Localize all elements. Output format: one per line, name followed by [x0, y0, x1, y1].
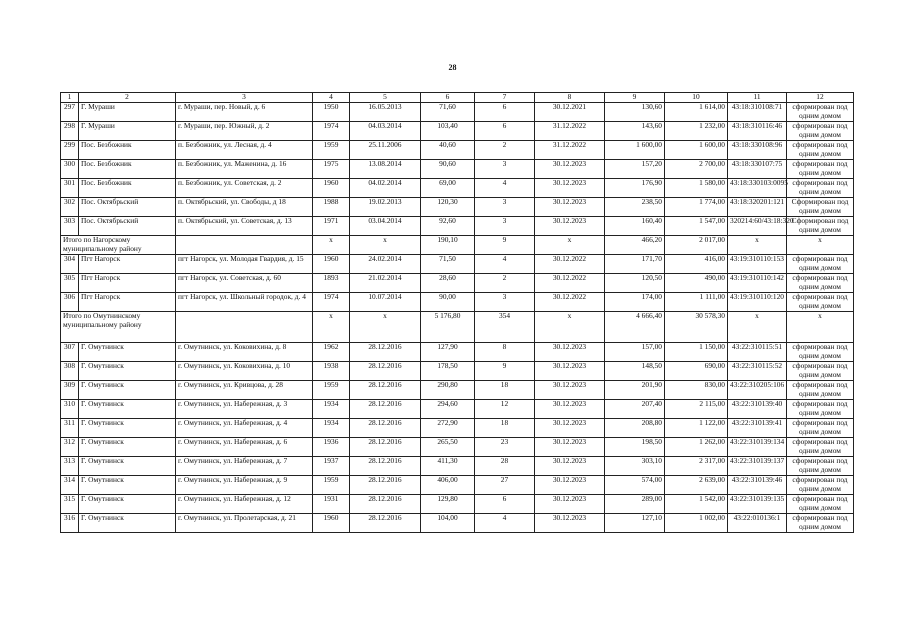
table-cell: 2 700,00: [665, 160, 728, 179]
table-cell: 30.12.2023: [535, 419, 605, 438]
table-cell: 4 666,40: [605, 312, 665, 343]
table-cell: 6: [475, 495, 535, 514]
table-row: [61, 141, 854, 160]
table-cell: 43:22:310139:46: [728, 476, 787, 495]
table-cell: 1936: [313, 438, 350, 457]
table-cell: сформирован под одним домом: [787, 293, 854, 312]
table-cell: г. Омутнинск, ул. Кривцова, д. 28: [176, 381, 313, 400]
table-cell: 1959: [313, 141, 350, 160]
table-cell: Г. Омутнинск: [79, 495, 176, 514]
page-number: 28: [448, 63, 457, 72]
table-header-row: [61, 93, 854, 103]
table-cell: х: [313, 236, 350, 255]
table-cell: 30.12.2023: [535, 381, 605, 400]
table-cell: 6: [475, 103, 535, 122]
table-row: [61, 179, 854, 198]
table-cell: 1893: [313, 274, 350, 293]
table-cell: 28.12.2016: [350, 419, 421, 438]
table-cell: г. Мураши, пер. Южный, д. 2: [176, 122, 313, 141]
table-cell: 16.05.2013: [350, 103, 421, 122]
table-cell: сформирован под одним домом: [787, 514, 854, 533]
table-row: [61, 160, 854, 179]
table-row: [61, 438, 854, 457]
table-cell: Пос. Октябрьский: [79, 217, 176, 236]
table-cell: п. Безбожник, ул. Лесная, д. 4: [176, 141, 313, 160]
table-row: [61, 122, 854, 141]
table-cell: 1931: [313, 495, 350, 514]
table-cell: 289,00: [605, 495, 665, 514]
table-cell: п. Октябрьский, ул. Свободы, д 18: [176, 198, 313, 217]
table-cell: сформирован под одним домом: [787, 160, 854, 179]
table-cell: 574,00: [605, 476, 665, 495]
table-cell: сформирован под одним домом: [787, 476, 854, 495]
table-cell: 301: [61, 179, 79, 198]
table-cell: 40,60: [421, 141, 475, 160]
table-cell: 120,50: [605, 274, 665, 293]
table-cell: Г. Омутнинск: [79, 381, 176, 400]
table-cell: Г. Мураши: [79, 122, 176, 141]
table-cell: г. Омутнинск, ул. Набережная, д. 6: [176, 438, 313, 457]
table-cell: 30.12.2023: [535, 160, 605, 179]
table-cell: Г. Омутнинск: [79, 343, 176, 362]
table-cell: 43:22:010136:1: [728, 514, 787, 533]
column-number: 7: [475, 93, 535, 103]
table-cell: 12: [475, 400, 535, 419]
table-cell: п. Безбожник, ул. Советская, д. 2: [176, 179, 313, 198]
table-cell: 176,90: [605, 179, 665, 198]
table-cell: 1971: [313, 217, 350, 236]
table-cell: сформирован под одним домом: [787, 179, 854, 198]
table-cell: 43:22:310115:52: [728, 362, 787, 381]
table-cell: сформирован под одним домом: [787, 122, 854, 141]
table-cell: 2 115,00: [665, 400, 728, 419]
table-cell: Пос. Октябрьский: [79, 198, 176, 217]
table-cell: 43:22:310139:137: [728, 457, 787, 476]
table-cell: сформирован под одним домом: [787, 381, 854, 400]
table-cell: 43:22:310139:135: [728, 495, 787, 514]
table-cell: 28.12.2016: [350, 343, 421, 362]
table-cell: 1960: [313, 514, 350, 533]
table-cell: 30.12.2023: [535, 198, 605, 217]
table-cell: 103,40: [421, 122, 475, 141]
table-cell: х: [313, 312, 350, 343]
column-number: 9: [605, 93, 665, 103]
table-cell: 1 150,00: [665, 343, 728, 362]
table-cell: 315: [61, 495, 79, 514]
table-cell: 190,10: [421, 236, 475, 255]
table-cell: 297: [61, 103, 79, 122]
table-cell: 1 122,00: [665, 419, 728, 438]
table-cell: Пгт Нагорск: [79, 274, 176, 293]
table-cell: 71,50: [421, 255, 475, 274]
table-row: [61, 362, 854, 381]
table-cell: сформирован под одним домом: [787, 362, 854, 381]
table-cell: 24.02.2014: [350, 255, 421, 274]
table-cell: 1 580,00: [665, 179, 728, 198]
table-cell: 1974: [313, 122, 350, 141]
table-cell: 130,60: [605, 103, 665, 122]
table-cell: 28.12.2016: [350, 514, 421, 533]
table-cell: г. Омутнинск, ул. Набережная, д. 12: [176, 495, 313, 514]
table-cell: 28.12.2016: [350, 457, 421, 476]
table-cell: 1937: [313, 457, 350, 476]
table-cell: 30.12.2021: [535, 103, 605, 122]
table-cell: 6: [475, 122, 535, 141]
table-cell: г. Омутнинск, ул. Коковихина, д. 8: [176, 343, 313, 362]
table-cell: 28,60: [421, 274, 475, 293]
table-cell: 30.12.2022: [535, 274, 605, 293]
table-cell: 310: [61, 400, 79, 419]
table-cell: г. Омутнинск, ул. Набережная, д. 9: [176, 476, 313, 495]
table-cell: 25.11.2006: [350, 141, 421, 160]
table-cell: 30.12.2023: [535, 495, 605, 514]
table-cell: 201,90: [605, 381, 665, 400]
column-number: 4: [313, 93, 350, 103]
table-cell: 290,80: [421, 381, 475, 400]
table-cell: Сформирован под одним домом: [787, 198, 854, 217]
table-row: [61, 457, 854, 476]
table-cell: х: [728, 312, 787, 343]
table-cell: х: [787, 312, 854, 343]
table-cell: 18: [475, 381, 535, 400]
table-cell: 30.12.2023: [535, 343, 605, 362]
table-cell: сформирован под одним домом: [787, 419, 854, 438]
column-number: 10: [665, 93, 728, 103]
table-cell: 265,50: [421, 438, 475, 457]
table-cell: 1 002,00: [665, 514, 728, 533]
table-cell: 1960: [313, 255, 350, 274]
table-cell: х: [728, 236, 787, 255]
table-cell: 294,60: [421, 400, 475, 419]
table-row: [61, 255, 854, 274]
table-cell: 4: [475, 514, 535, 533]
table-cell: г. Омутнинск, ул. Коковихина, д. 10: [176, 362, 313, 381]
table-cell: п. Безбожник, ул. Маженина, д. 16: [176, 160, 313, 179]
column-number: 3: [176, 93, 313, 103]
table-row: [61, 381, 854, 400]
table-row: [61, 217, 854, 236]
table-cell: сформирован под одним домом: [787, 343, 854, 362]
table-cell: 2 017,00: [665, 236, 728, 255]
table-cell: 1962: [313, 343, 350, 362]
table-cell: 28.12.2016: [350, 438, 421, 457]
table-cell: 1959: [313, 476, 350, 495]
table-cell: 1975: [313, 160, 350, 179]
subtotal-label: Итого по Омутнинскому муниципальному району: [61, 312, 176, 343]
table-cell: 1 111,00: [665, 293, 728, 312]
table-cell: 5 176,80: [421, 312, 475, 343]
table-cell: 28.12.2016: [350, 362, 421, 381]
table-cell: 148,50: [605, 362, 665, 381]
table-cell: Пгт Нагорск: [79, 293, 176, 312]
table-cell: 2 317,00: [665, 457, 728, 476]
table-cell: 10.07.2014: [350, 293, 421, 312]
table-cell: сформирован под одним домом: [787, 438, 854, 457]
table-cell: 238,50: [605, 198, 665, 217]
table-cell: 43:22:310139:41: [728, 419, 787, 438]
table-cell: 129,80: [421, 495, 475, 514]
column-number: 1: [61, 93, 79, 103]
table-cell: пгт Нагорск, ул. Школьный городок, д. 4: [176, 293, 313, 312]
table-cell: 9: [475, 236, 535, 255]
table-cell: 1 774,00: [665, 198, 728, 217]
table-cell: Г. Омутнинск: [79, 419, 176, 438]
table-cell: 9: [475, 362, 535, 381]
table-cell: 19.02.2013: [350, 198, 421, 217]
table-cell: 2: [475, 274, 535, 293]
table-cell: 13.08.2014: [350, 160, 421, 179]
column-number: 8: [535, 93, 605, 103]
table-cell: 1959: [313, 381, 350, 400]
table-cell: 3: [475, 198, 535, 217]
table-cell: сформирован под одним домом: [787, 457, 854, 476]
table-cell: 1950: [313, 103, 350, 122]
table-cell: 354: [475, 312, 535, 343]
table-cell: 1 262,00: [665, 438, 728, 457]
table-cell: Г. Омутнинск: [79, 400, 176, 419]
table-cell: 31.12.2022: [535, 141, 605, 160]
table-cell: 316: [61, 514, 79, 533]
table-cell: 30.12.2023: [535, 179, 605, 198]
column-number: 5: [350, 93, 421, 103]
table-cell: Пос. Безбожник: [79, 141, 176, 160]
table-cell: 303,10: [605, 457, 665, 476]
table-cell: Г. Омутнинск: [79, 362, 176, 381]
table-cell: г. Омутнинск, ул. Набережная, д. 3: [176, 400, 313, 419]
table-cell: 2 639,00: [665, 476, 728, 495]
table-cell: 308: [61, 362, 79, 381]
table-cell: 490,00: [665, 274, 728, 293]
table-cell: [176, 312, 313, 343]
table-cell: 160,40: [605, 217, 665, 236]
table-cell: 30.12.2023: [535, 457, 605, 476]
table-cell: Г. Омутнинск: [79, 514, 176, 533]
table-cell: г. Омутнинск, ул. Пролетарская, д. 21: [176, 514, 313, 533]
table-row: [61, 476, 854, 495]
table-cell: 28.12.2016: [350, 495, 421, 514]
table-row: [61, 419, 854, 438]
table-cell: 298: [61, 122, 79, 141]
table-cell: 207,40: [605, 400, 665, 419]
table-cell: 1 232,00: [665, 122, 728, 141]
table-cell: 3: [475, 293, 535, 312]
table-cell: 43:22:310205:106: [728, 381, 787, 400]
table-cell: 43:18:330107:75: [728, 160, 787, 179]
table-cell: 309: [61, 381, 79, 400]
table-cell: Сформирован под одним домом: [787, 217, 854, 236]
table-cell: 23: [475, 438, 535, 457]
column-number: 6: [421, 93, 475, 103]
table-cell: 31.12.2022: [535, 122, 605, 141]
table-cell: сформирован под одним домом: [787, 274, 854, 293]
table-cell: 1960: [313, 179, 350, 198]
table-cell: 43:22:310115:51: [728, 343, 787, 362]
table-cell: 208,80: [605, 419, 665, 438]
table-cell: 306: [61, 293, 79, 312]
table-cell: 30.12.2023: [535, 438, 605, 457]
table-cell: 1 542,00: [665, 495, 728, 514]
table-cell: 3: [475, 160, 535, 179]
table-cell: 21.02.2014: [350, 274, 421, 293]
table-cell: пгт Нагорск, ул. Советская, д. 60: [176, 274, 313, 293]
table-cell: 30.12.2023: [535, 514, 605, 533]
table-cell: 04.03.2014: [350, 122, 421, 141]
table-cell: 1988: [313, 198, 350, 217]
table-cell: 90,60: [421, 160, 475, 179]
table-cell: х: [350, 236, 421, 255]
table-cell: 300: [61, 160, 79, 179]
table-cell: 30.12.2023: [535, 400, 605, 419]
table-cell: х: [535, 236, 605, 255]
table-cell: 690,00: [665, 362, 728, 381]
table-cell: 43:22:310139:134: [728, 438, 787, 457]
table-cell: 466,20: [605, 236, 665, 255]
table-cell: Пгт Нагорск: [79, 255, 176, 274]
table-row: [61, 293, 854, 312]
table-cell: Г. Мураши: [79, 103, 176, 122]
table-cell: 174,00: [605, 293, 665, 312]
table-cell: 03.04.2014: [350, 217, 421, 236]
table-cell: Пос. Безбожник: [79, 160, 176, 179]
table-cell: 299: [61, 141, 79, 160]
subtotal-label: Итого по Нагорскому муниципальному району: [61, 236, 176, 255]
table-cell: 303: [61, 217, 79, 236]
table-cell: 1934: [313, 419, 350, 438]
table-cell: 30.12.2022: [535, 255, 605, 274]
table-cell: 1974: [313, 293, 350, 312]
table-cell: 411,30: [421, 457, 475, 476]
table-cell: 304: [61, 255, 79, 274]
table-cell: 312: [61, 438, 79, 457]
table-cell: 157,20: [605, 160, 665, 179]
table-cell: г. Омутнинск, ул. Набережная, д. 4: [176, 419, 313, 438]
table-row: [61, 495, 854, 514]
table-cell: х: [787, 236, 854, 255]
table-cell: п. Октябрьский, ул. Советская, д. 13: [176, 217, 313, 236]
table-cell: пгт Нагорск, ул. Молодая Гвардия, д. 15: [176, 255, 313, 274]
table-cell: 43:18:330103:0095: [728, 179, 787, 198]
table-cell: 4: [475, 255, 535, 274]
table-cell: 1 614,00: [665, 103, 728, 122]
table-cell: х: [350, 312, 421, 343]
housing-table: [60, 92, 854, 533]
table-row: [61, 198, 854, 217]
table-cell: сформирован под одним домом: [787, 495, 854, 514]
column-number: 2: [79, 93, 176, 103]
table-cell: 43:19:310110:153: [728, 255, 787, 274]
table-cell: 305: [61, 274, 79, 293]
table-cell: 104,00: [421, 514, 475, 533]
table-cell: 2: [475, 141, 535, 160]
table-cell: 302: [61, 198, 79, 217]
table-cell: 406,00: [421, 476, 475, 495]
table-row: [61, 103, 854, 122]
table-cell: 43:18:310108:71: [728, 103, 787, 122]
table-cell: сформирован под одним домом: [787, 400, 854, 419]
subtotal-row: [61, 312, 854, 343]
table-cell: 311: [61, 419, 79, 438]
table-cell: 157,00: [605, 343, 665, 362]
table-cell: 143,60: [605, 122, 665, 141]
table-cell: 43:22:310139:40: [728, 400, 787, 419]
table-cell: 1934: [313, 400, 350, 419]
table-cell: 28.12.2016: [350, 381, 421, 400]
table-cell: 30.12.2023: [535, 476, 605, 495]
table-cell: 30.12.2022: [535, 293, 605, 312]
table-cell: х: [535, 312, 605, 343]
table-cell: 30.12.2023: [535, 362, 605, 381]
table-cell: 1 600,00: [605, 141, 665, 160]
table-cell: 27: [475, 476, 535, 495]
table-cell: 92,60: [421, 217, 475, 236]
table-cell: 43:19:310110:142: [728, 274, 787, 293]
table-cell: 1 547,00: [665, 217, 728, 236]
table-row: [61, 343, 854, 362]
table-cell: сформирован под одним домом: [787, 141, 854, 160]
column-number: 11: [728, 93, 787, 103]
table-cell: 127,10: [605, 514, 665, 533]
table-cell: [176, 236, 313, 255]
table-cell: 1938: [313, 362, 350, 381]
table-cell: сформирован под одним домом: [787, 103, 854, 122]
table-cell: 314: [61, 476, 79, 495]
table-cell: 43:18:330108:96: [728, 141, 787, 160]
table-row: [61, 400, 854, 419]
table-cell: 830,00: [665, 381, 728, 400]
table-cell: 198,50: [605, 438, 665, 457]
table-cell: г. Мураши, пер. Новый, д. 6: [176, 103, 313, 122]
table-cell: 28.12.2016: [350, 400, 421, 419]
table-cell: 4: [475, 179, 535, 198]
table-cell: 30 578,30: [665, 312, 728, 343]
table-cell: 18: [475, 419, 535, 438]
table-cell: 43:18:320201:121: [728, 198, 787, 217]
table-cell: 272,90: [421, 419, 475, 438]
table-cell: 127,90: [421, 343, 475, 362]
table-cell: 30.12.2023: [535, 217, 605, 236]
table-cell: 320214:60/43:18:320: [728, 217, 787, 236]
table-cell: 1 600,00: [665, 141, 728, 160]
table-cell: 43:19:310110:120: [728, 293, 787, 312]
table-cell: Г. Омутнинск: [79, 476, 176, 495]
table-cell: Г. Омутнинск: [79, 457, 176, 476]
table-cell: Г. Омутнинск: [79, 438, 176, 457]
table-cell: 28: [475, 457, 535, 476]
table-cell: 307: [61, 343, 79, 362]
table-row: [61, 274, 854, 293]
table-cell: Пос. Безбожник: [79, 179, 176, 198]
table-cell: г. Омутнинск, ул. Набережная, д. 7: [176, 457, 313, 476]
table-cell: 171,70: [605, 255, 665, 274]
table-cell: 416,00: [665, 255, 728, 274]
table-cell: 43:18:310116:46: [728, 122, 787, 141]
table-cell: 28.12.2016: [350, 476, 421, 495]
table-cell: 69,00: [421, 179, 475, 198]
table-row: [61, 514, 854, 533]
table-cell: сформирован под одним домом: [787, 255, 854, 274]
table-cell: 3: [475, 217, 535, 236]
table-cell: 313: [61, 457, 79, 476]
table-cell: 120,30: [421, 198, 475, 217]
column-number: 12: [787, 93, 854, 103]
table-cell: 04.02.2014: [350, 179, 421, 198]
table-cell: 71,60: [421, 103, 475, 122]
table-cell: 8: [475, 343, 535, 362]
table-cell: 90,00: [421, 293, 475, 312]
subtotal-row: [61, 236, 854, 255]
table-cell: 178,50: [421, 362, 475, 381]
